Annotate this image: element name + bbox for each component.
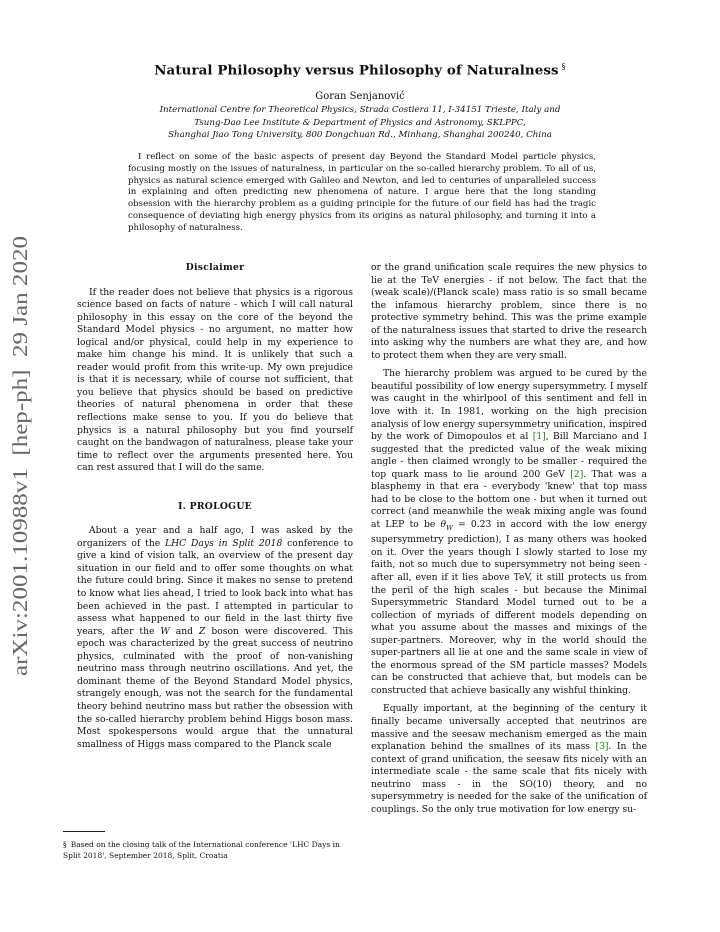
arxiv-id: arXiv:2001.10988v1 [hep-ph] 29 Jan 2020 [8,306,32,676]
footnote-rule [63,831,105,832]
conference-name: LHC Days in Split 2018 [165,537,283,549]
body-paragraph: Equally important, at the beginning of the century it finally became universally accepted that neutrinos are massive and the seesaw mechanism emerged as the main explanation behind the smallnes of its mass [3]. In the context of grand unification, the seesaw fits nicely with an intermediate scale - the same scale that fits nicely with neutrino mass - in the SO(10) theory, and no supersymmetry is needed for the sake of the unification of couplings. So the only true motivation for low energy su- [371,703,647,815]
body-paragraph: The hierarchy problem was argued to be cured by the beautiful possibility of low energy supersymmetry. I myself was caught in the whirlpool of this sentiment and fell in love with it. In 1981, working on the high precision analysis of low energy supersymmetry unification, inspired by the work of Dimopoulos et al [1], Bill Marciano and I suggested that the predicted value of the weak mixing angle - then claimed wrongly to be smaller - required the top quark mass to lie around 200 GeV [2]. That was a blasphemy in that era - everybody 'knew' that top mass had to be close to the bottom one - but when it turned out correct (and meanwhile the weak mixing angle was found at LEP to be $\theta_W = 0.23$ in accord with the low energy supersymmetry prediction), I as many others was hooked on it. Over the years though I slowly started to lose my faith, not so much due to supersymmetry not being seen - after all, even if it lies above TeV, it still protects us from the peril of the high scales - but because the Minimal Supersymmetric Standard Model turned out to be a collection of myriads of different models depending on what you assume about the masses and mixings of the super-partners. Moreover, why in the world should the super-partners all lie at one and the same scale in view of the enormous spread of the SM particle masses? Models can be constructed that achieve that, but models can be constructed that achieve basically any wishful thinking. [371,368,647,696]
prologue-heading: I. PROLOGUE [178,500,252,512]
left-column [77,262,353,757]
affiliation-line: International Centre for Theoretical Physics, Strada Costiera 11, I-34151 Trieste, Italy and [159,105,561,115]
author: Goran Senjanović [315,91,405,102]
affiliation [110,104,610,142]
citation-link[interactable]: [3] [595,741,609,753]
title-text: Natural Philosophy versus Philosophy of Naturalness [154,62,559,79]
citation-link[interactable]: [2] [570,468,584,480]
math-theta: $\theta_W$ [440,518,453,532]
prologue-paragraph: About a year and a half ago, I was asked by the organizers of the LHC Days in Split 2018 conference to give a kind of vision talk, an overview of the present day situation in our field and to offer some thoughts on what the future could bring. Since it makes no sense to pretend to know what lies ahead, I tried to look back into what has been achieved in the past. I attempted in particular to assess what happened to our field in the last thirty five years, after the W and Z boson were discovered. This epoch was characterized by the great success of neutrino physics, culminated with the proof of non-vanishing neutrino mass through neutrino oscillations. And yet, the dominant theme of the Beyond Standard Model physics, strangely enough, was not the search for the fundamental theory behind neutrino mass but rather the obsession with the so-called hierarchy problem behind Higgs boson mass. Most spokespersons would argue that the unnatural smallness of Higgs mass compared to the Planck scale [77,525,354,750]
title-footnote-mark: § [561,62,566,71]
disclaimer-heading: Disclaimer [185,262,245,273]
footnote-mark: § [63,840,67,849]
abstract: I reflect on some of the basic aspects of present day Beyond the Standard Model particle physics, focusing mostly on the issues of naturalness, in particular on the so-called hierarchy problem. To all of us, physics as natural science emerged with Galileo and Newton, and led to centuries of unparalleled success in explaining and often predicting new phenomena of nature. I argue here that the long standing obsession with the hierarchy problem as a guiding principle for the future of our field has had the tragic consequence of deviating high energy physics from its origins as natural philosophy, and turning it into a philosophy of naturalness. [128,152,596,233]
footnote [63,840,353,862]
footnote-text: Based on the closing talk of the International conference 'LHC Days in Split 2018', September 2018, Split, Croatia [63,840,340,860]
right-column [371,262,647,822]
body-paragraph: or the grand unification scale requires the new physics to lie at the TeV energies - if not below. The fact that the (weak scale)/(Planck scale) mass ratio is so small became the infamous hierarchy problem, since there is no protective symmetry behind. This was the prime example of the naturalness issues that started to drive the research into asking why the numbers are what they are, and how to protect them when they are very small. [371,262,647,361]
disclaimer-paragraph: If the reader does not believe that physics is a rigorous science based on facts of nature - which I will call natural philosophy in this essay on the core of the beyond the Standard Model physics - no argument, no matter how logical and/or physical, could help in my experience to make him change his mind. It is unlikely that such a reader would profit from this write-up. My own prejudice is that it is necessary, while of course not sufficient, that you believe that physics should be based on predictive theories of natural phenomena in order that these reflections make sense to you. If you do believe that physics is a natural philosophy but you find yourself caught on the bandwagon of naturalness, please take your time to reflect over the arguments presented here. You can rest assured that I will do the same. [77,286,353,474]
affiliation-line: Tsung-Dao Lee Institute & Department of Physics and Astronomy, SKLPPC, [194,117,526,128]
affiliation-line: Shanghai Jiao Tong University, 800 Dongchuan Rd., Minhang, Shanghai 200240, China [168,130,552,141]
arxiv-stamp [6,228,34,676]
citation-link[interactable]: [1] [532,431,546,443]
paper-title [100,62,620,78]
